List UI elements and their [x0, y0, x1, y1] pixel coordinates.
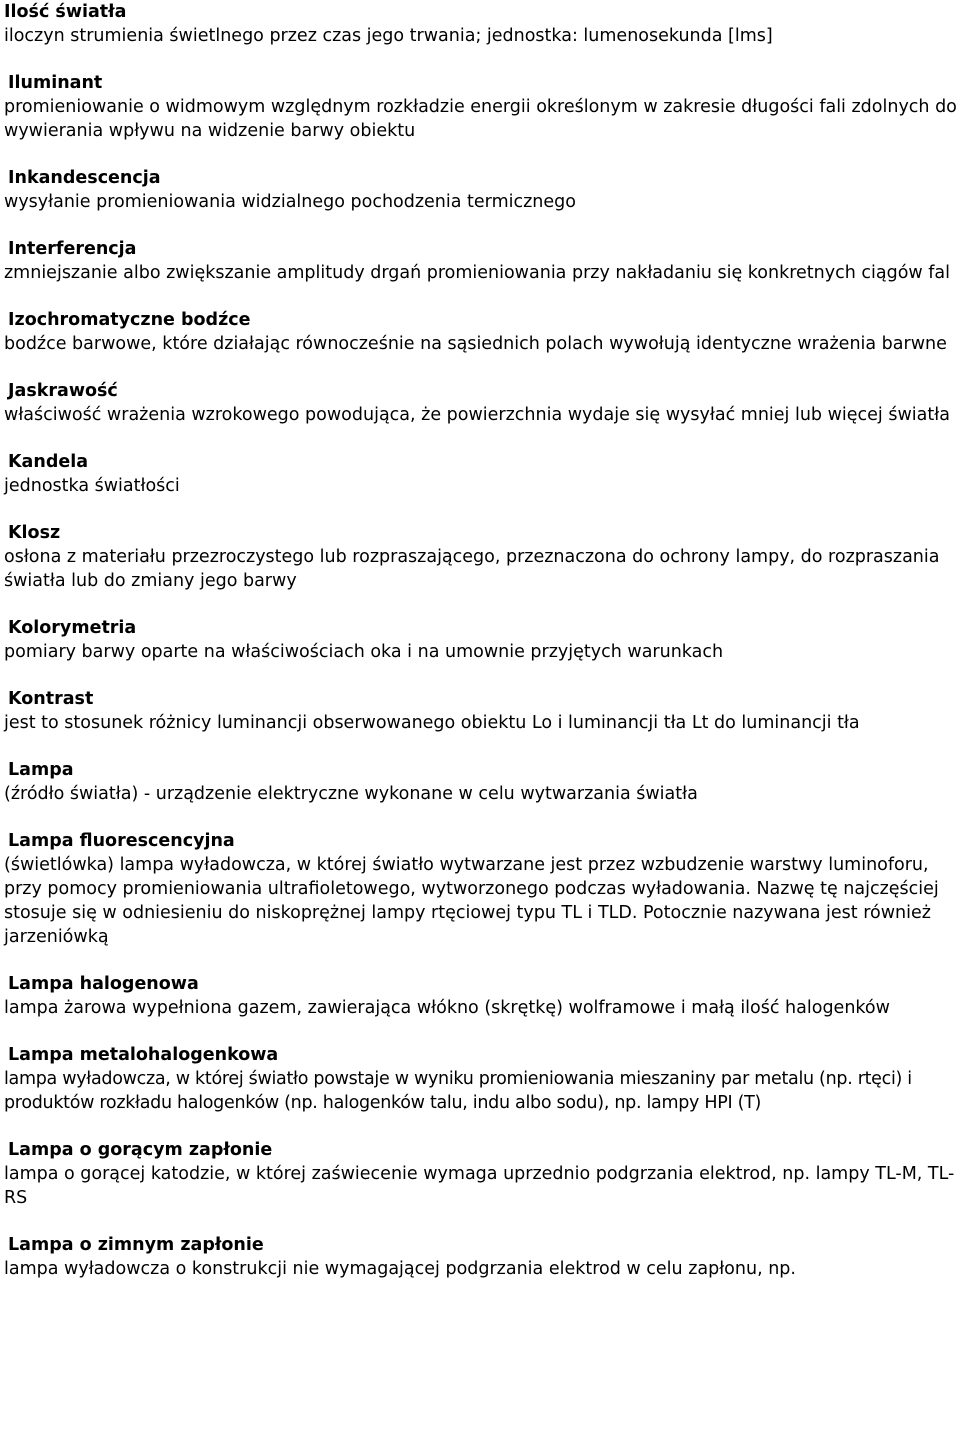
entry-term: Kolorymetria [8, 618, 137, 638]
entry-term: Inkandescencja [8, 168, 161, 188]
entry-term: Interferencja [8, 239, 137, 259]
glossary-entry [4, 687, 960, 735]
glossary-entry [4, 829, 960, 949]
entry-definition: właściwość wrażenia wzrokowego powodująca, że powierzchnia wydaje się wysyłać mniej lub więcej światła [4, 405, 950, 425]
entry-term: Jaskrawość [8, 381, 118, 401]
entry-definition: osłona z materiału przezroczystego lub rozpraszającego, przeznaczona do ochrony lampy, do rozpraszania światła lub do zmiany jego barwy [4, 547, 940, 591]
entry-definition: iloczyn strumienia świetlnego przez czas jego trwania; jednostka: lumenosekunda [lms] [4, 26, 773, 46]
entry-term: Iluminant [8, 73, 103, 93]
glossary-entry [4, 308, 960, 356]
glossary-entry [4, 972, 960, 1020]
glossary-entry [4, 0, 960, 48]
glossary-entry [4, 1043, 960, 1115]
entry-definition: (świetlówka) lampa wyładowcza, w której światło wytwarzane jest przez wzbudzenie warstwy luminoforu, przy pomocy promieniowania ultrafioletowego, wytworzonego podczas wyładowania. Nazwę tę najczęściej stosuje się w odniesieniu do niskoprężnej lampy rtęciowej typu TL i TLD. Potocznie nazywana jest również jarzeniówką [4, 855, 939, 947]
entry-definition: promieniowanie o widmowym względnym rozkładzie energii określonym w zakresie długości fali zdolnych do wywierania wpływu na widzenie barwy obiektu [4, 97, 957, 141]
entry-term: Kontrast [8, 689, 94, 709]
entry-term: Kandela [8, 452, 89, 472]
glossary-entry [4, 616, 960, 664]
entry-definition: (źródło światła) - urządzenie elektryczne wykonane w celu wytwarzania światła [4, 784, 698, 804]
glossary-entry [4, 71, 960, 143]
entry-term: Izochromatyczne bodźce [8, 310, 251, 330]
entry-definition: lampa wyładowcza o konstrukcji nie wymagającej podgrzania elektrod w celu zapłonu, np. [4, 1259, 796, 1279]
glossary-entry [4, 1233, 960, 1281]
entry-term: Lampa o zimnym zapłonie [8, 1235, 264, 1255]
glossary-document [4, 0, 960, 1304]
entry-term: Ilość światła [4, 2, 127, 22]
entry-definition: jest to stosunek różnicy luminancji obserwowanego obiektu Lo i luminancji tła Lt do luminancji tła [4, 713, 860, 733]
entry-definition: jednostka światłości [4, 476, 180, 496]
glossary-entry [4, 237, 960, 285]
entry-term: Lampa fluorescencyjna [8, 831, 235, 851]
entry-definition: wysyłanie promieniowania widzialnego pochodzenia termicznego [4, 192, 576, 212]
glossary-entry [4, 521, 960, 593]
entry-definition: zmniejszanie albo zwiększanie amplitudy drgań promieniowania przy nakładaniu się konkretnych ciągów fal [4, 263, 951, 283]
glossary-entry [4, 758, 960, 806]
glossary-entry [4, 379, 960, 427]
entry-term: Lampa [8, 760, 74, 780]
entry-definition: lampa o gorącej katodzie, w której zaświecenie wymaga uprzednio podgrzania elektrod, np. lampy TL-M, TL-RS [4, 1164, 955, 1208]
entry-definition: lampa wyładowcza, w której światło powstaje w wyniku promieniowania mieszaniny par metalu (np. rtęci) i produktów rozkładu halogenków (np. halogenków talu, indu albo sodu), np. lampy HPI (T) [4, 1069, 912, 1113]
entry-term: Lampa o gorącym zapłonie [8, 1140, 273, 1160]
entry-term: Klosz [8, 523, 61, 543]
entry-definition: lampa żarowa wypełniona gazem, zawierająca włókno (skrętkę) wolframowe i małą ilość halogenków [4, 998, 890, 1018]
glossary-entry [4, 1138, 960, 1210]
entry-definition: pomiary barwy oparte na właściwościach oka i na umownie przyjętych warunkach [4, 642, 724, 662]
entry-term: Lampa metalohalogenkowa [8, 1045, 279, 1065]
glossary-entry [4, 450, 960, 498]
glossary-entry [4, 166, 960, 214]
entry-term: Lampa halogenowa [8, 974, 199, 994]
entry-definition: bodźce barwowe, które działając równocześnie na sąsiednich polach wywołują identyczne wrażenia barwne [4, 334, 947, 354]
